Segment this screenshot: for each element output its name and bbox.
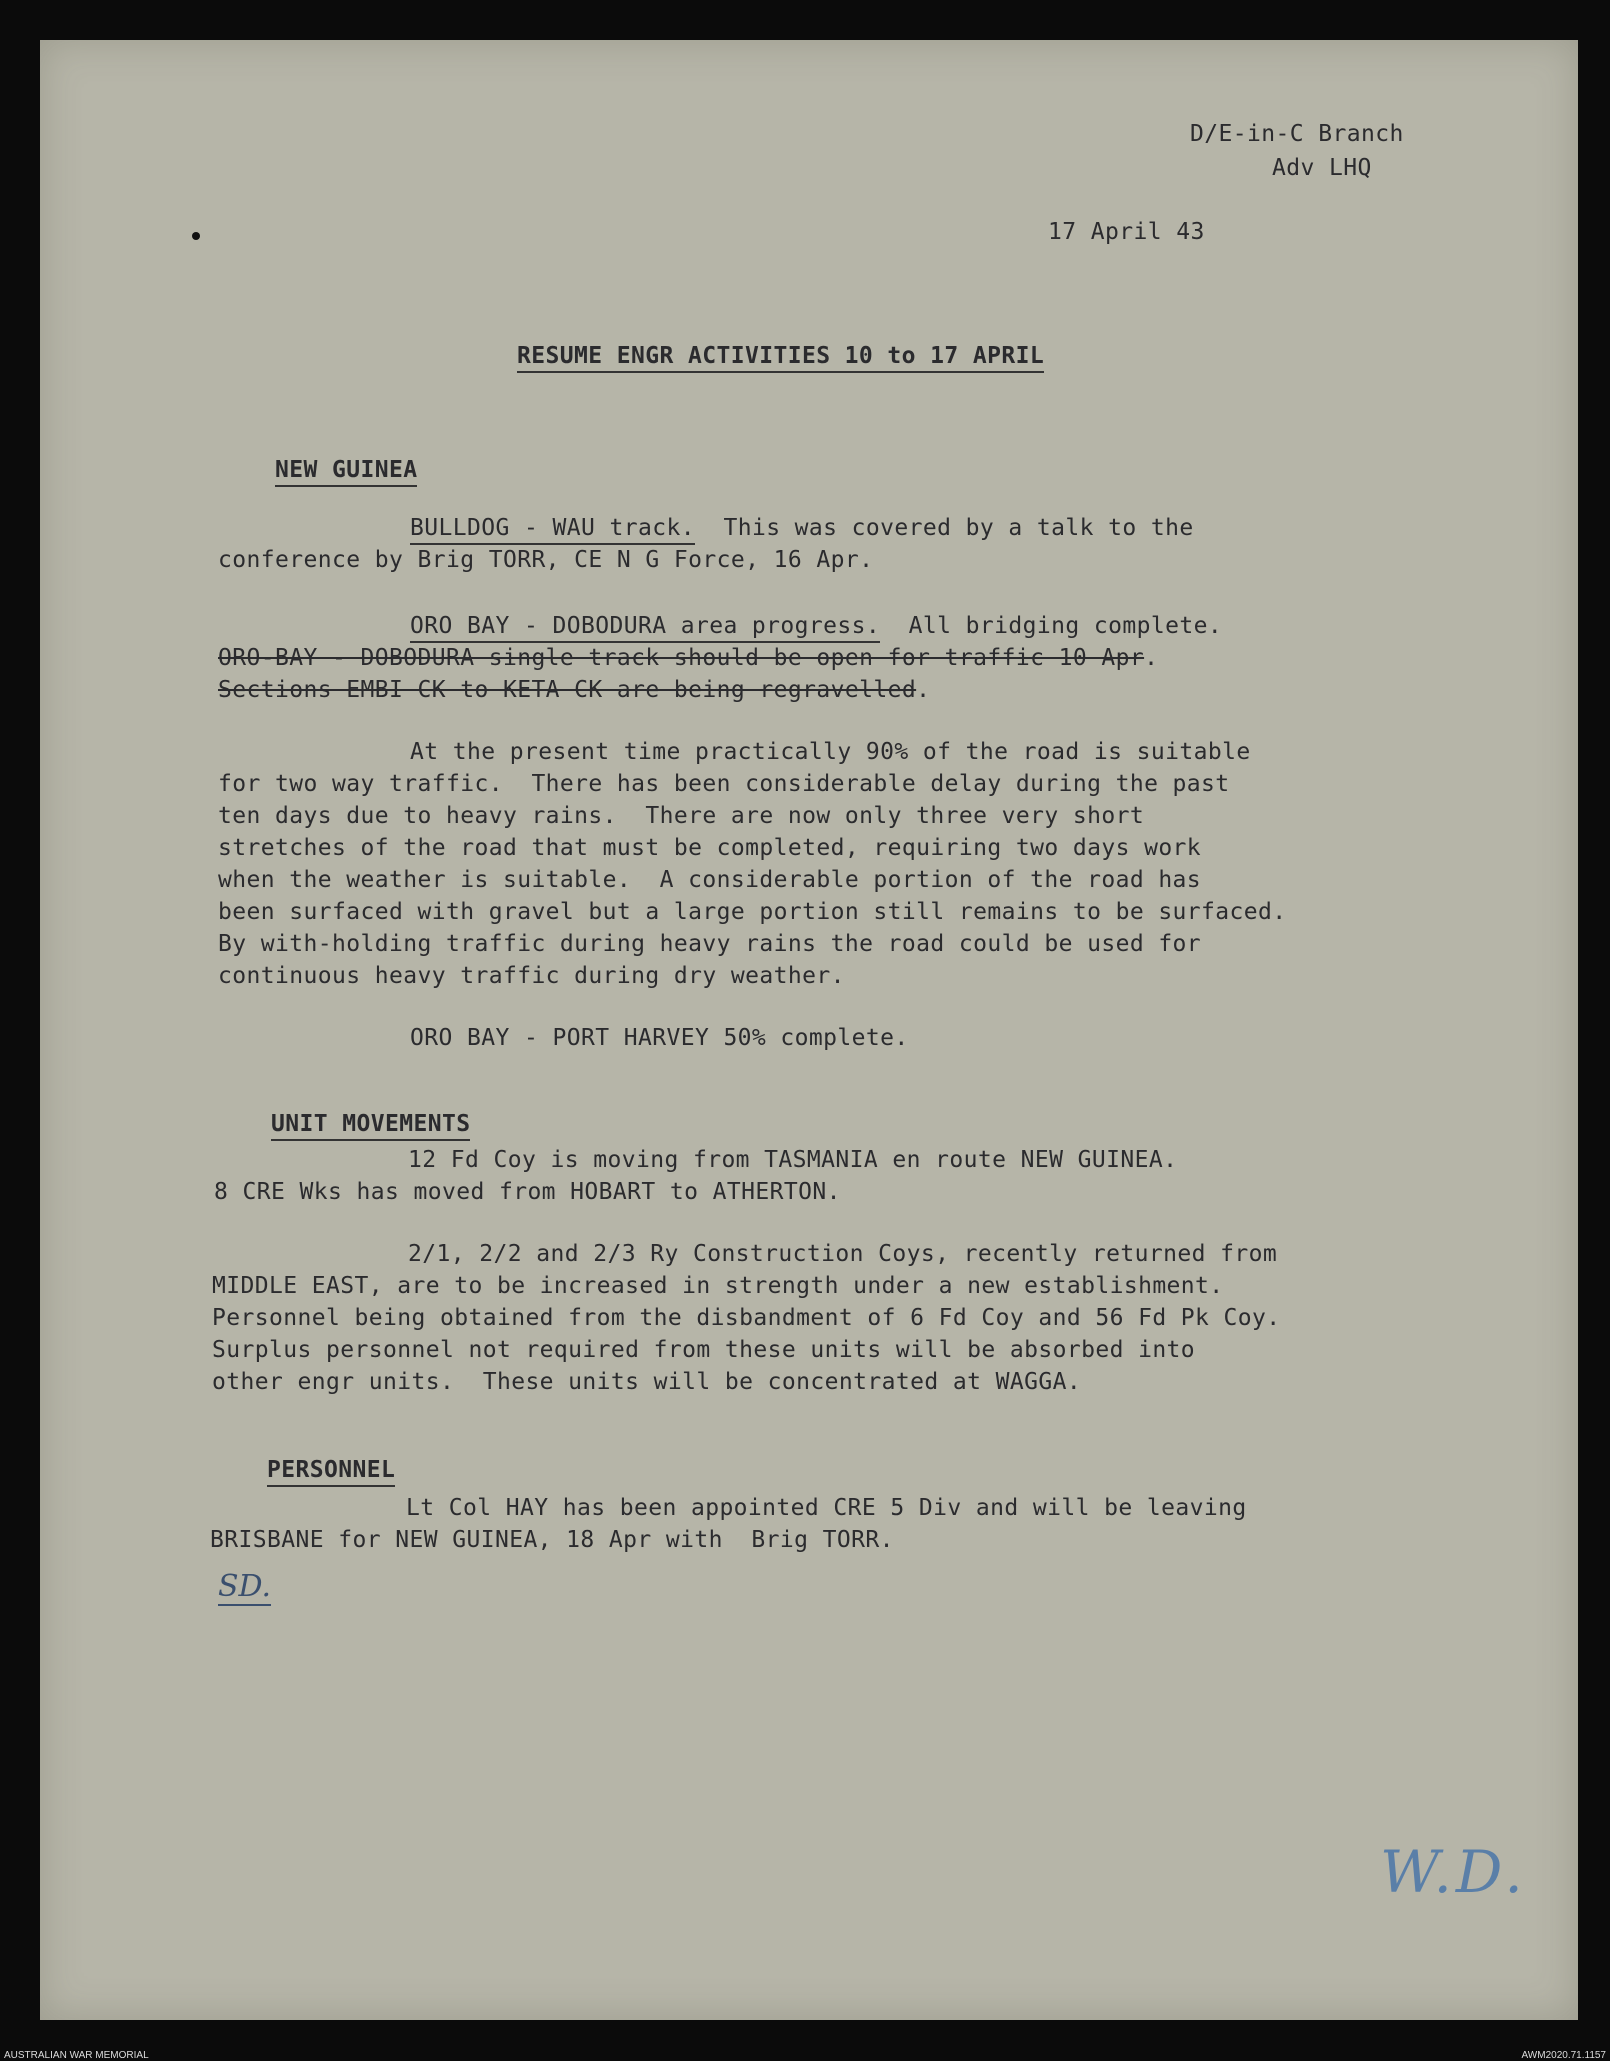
port-harvey-line: ORO BAY - PORT HARVEY 50% complete. — [410, 1025, 909, 1051]
personnel-paragraph-line: Lt Col HAY has been appointed CRE 5 Div and will be leaving — [406, 1495, 1247, 1521]
road-paragraph-line: been surfaced with gravel but a large portion still remains to be surfaced. — [218, 899, 1287, 925]
punch-hole — [192, 232, 200, 240]
handwritten-initials: SD. — [218, 1569, 272, 1604]
heading-text: PERSONNEL — [267, 1457, 395, 1487]
struck-line-2 — [218, 674, 930, 706]
heading-text: NEW GUINEA — [275, 457, 417, 487]
hq-line: Adv LHQ — [1272, 155, 1372, 181]
road-paragraph-line: for two way traffic. There has been considerable delay during the past — [218, 771, 1230, 797]
road-paragraph-line: At the present time practically 90% of the road is suitable — [410, 739, 1251, 765]
paragraph-text: This was covered by a talk to the — [694, 515, 1194, 541]
document-page — [40, 40, 1578, 2020]
document-title — [460, 308, 1044, 404]
branch-line: D/E-in-C Branch — [1190, 121, 1404, 147]
road-paragraph-line: when the weather is suitable. A considerable portion of the road has — [218, 867, 1202, 893]
paragraph-bulldog-line2: conference by Brig TORR, CE N G Force, 16 Apr. — [218, 547, 874, 573]
paragraph-lead: BULLDOG - WAU track. — [410, 515, 695, 545]
section-heading-personnel — [210, 1422, 395, 1518]
paragraph-text: All bridging complete. — [880, 613, 1223, 639]
unit-paragraph-line: MIDDLE EAST, are to be increased in strength under a new establishment. — [212, 1273, 1224, 1299]
struck-line-1 — [218, 642, 1158, 674]
unit-paragraph-line: 2/1, 2/2 and 2/3 Ry Construction Coys, recently returned from — [408, 1241, 1278, 1267]
paragraph-lead: ORO BAY - DOBODURA area progress. — [410, 613, 880, 643]
section-heading-new-guinea — [218, 422, 417, 518]
footer-accession-number: AWM2020.71.1157 — [1521, 2050, 1606, 2061]
unit-paragraph-line: 8 CRE Wks has moved from HOBART to ATHERTON. — [214, 1179, 841, 1205]
period: . — [916, 677, 931, 703]
paragraph-bulldog-line1 — [410, 512, 1194, 544]
unit-paragraph-line: Personnel being obtained from the disbandment of 6 Fd Coy and 56 Fd Pk Coy. — [212, 1305, 1281, 1331]
footer-institution: AUSTRALIAN WAR MEMORIAL — [4, 2050, 149, 2061]
road-paragraph-line: continuous heavy traffic during dry weather. — [218, 963, 845, 989]
unit-paragraph-line: other engr units. These units will be concentrated at WAGGA. — [212, 1369, 1082, 1395]
heading-text: UNIT MOVEMENTS — [271, 1111, 470, 1141]
struck-text: ORO-BAY - DOBODURA single track should be open for traffic 10 Apr — [218, 645, 1145, 671]
struck-text: Sections EMBI CK to KETA CK are being regravelled — [218, 677, 917, 703]
road-paragraph-line: stretches of the road that must be completed, requiring two days work — [218, 835, 1202, 861]
unit-paragraph-line: Surplus personnel not required from these units will be absorbed into — [212, 1337, 1196, 1363]
handwritten-annotation: W.D. — [1380, 1838, 1527, 1906]
paragraph-oro-bay-line1 — [410, 610, 1222, 642]
personnel-paragraph-line: BRISBANE for NEW GUINEA, 18 Apr with Brig TORR. — [210, 1527, 894, 1553]
document-date: 17 April 43 — [1048, 219, 1205, 245]
road-paragraph-line: ten days due to heavy rains. There are now only three very short — [218, 803, 1145, 829]
road-paragraph-line: By with-holding traffic during heavy rains the road could be used for — [218, 931, 1202, 957]
unit-paragraph-line: 12 Fd Coy is moving from TASMANIA en route NEW GUINEA. — [408, 1147, 1178, 1173]
title-text: RESUME ENGR ACTIVITIES 10 to 17 APRIL — [517, 343, 1044, 373]
period: . — [1144, 645, 1159, 671]
